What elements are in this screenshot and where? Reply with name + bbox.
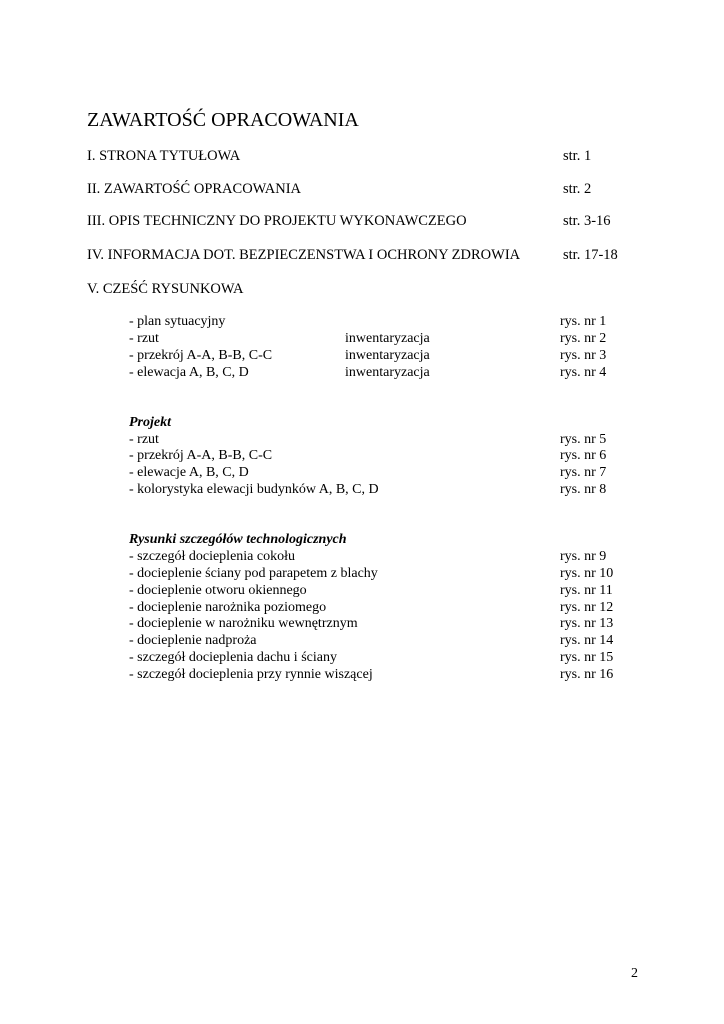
toc-entry-label: V. CZEŚĆ RYSUNKOWA xyxy=(87,281,244,297)
drawing-item-ref: rys. nr 8 xyxy=(560,482,607,497)
drawing-item-ref: rys. nr 6 xyxy=(560,448,607,463)
drawing-item-note: inwentaryzacja xyxy=(345,331,430,346)
drawing-item-ref: rys. nr 16 xyxy=(560,667,614,682)
drawing-item-ref: rys. nr 1 xyxy=(560,314,607,329)
drawing-item-ref: rys. nr 13 xyxy=(560,616,614,631)
drawing-item-label: - elewacje A, B, C, D xyxy=(129,465,249,480)
drawing-item-ref: rys. nr 3 xyxy=(560,348,607,363)
drawing-item-ref: rys. nr 2 xyxy=(560,331,607,346)
drawing-item-label: - rzut xyxy=(129,331,159,346)
drawing-item-label: - szczegół docieplenia cokołu xyxy=(129,549,295,564)
drawing-item-label: - docieplenie narożnika poziomego xyxy=(129,600,327,615)
toc-entry-page: str. 17-18 xyxy=(563,247,618,263)
section-heading: Rysunki szczegółów technologicznych xyxy=(129,532,347,547)
page-title: ZAWARTOŚĆ OPRACOWANIA xyxy=(87,109,359,131)
drawing-item-note: inwentaryzacja xyxy=(345,365,430,380)
drawing-item-ref: rys. nr 5 xyxy=(560,432,607,447)
toc-entry-page: str. 1 xyxy=(563,148,592,164)
toc-entry-label: I. STRONA TYTUŁOWA xyxy=(87,148,241,164)
drawing-item-label: - docieplenie nadproża xyxy=(129,633,257,648)
toc-entry-page: str. 3-16 xyxy=(563,213,611,229)
drawing-item-ref: rys. nr 12 xyxy=(560,600,614,615)
toc-entry-page: str. 2 xyxy=(563,181,592,197)
drawing-item-ref: rys. nr 11 xyxy=(560,583,613,598)
toc-entry-label: II. ZAWARTOŚĆ OPRACOWANIA xyxy=(87,181,301,197)
drawing-item-ref: rys. nr 9 xyxy=(560,549,607,564)
page-number: 2 xyxy=(631,966,638,981)
drawing-item-ref: rys. nr 14 xyxy=(560,633,614,648)
drawing-item-label: - kolorystyka elewacji budynków A, B, C, D xyxy=(129,482,379,497)
drawing-item-label: - docieplenie ściany pod parapetem z blachy xyxy=(129,566,378,581)
drawing-item-label: - docieplenie otworu okiennego xyxy=(129,583,307,598)
drawing-item-ref: rys. nr 15 xyxy=(560,650,614,665)
drawing-item-label: - szczegół docieplenia przy rynnie wiszącej xyxy=(129,667,373,682)
drawing-item-ref: rys. nr 7 xyxy=(560,465,607,480)
drawing-item-ref: rys. nr 10 xyxy=(560,566,614,581)
drawing-item-label: - przekrój A-A, B-B, C-C xyxy=(129,448,273,463)
drawing-item-label: - rzut xyxy=(129,432,159,447)
drawing-item-label: - szczegół docieplenia dachu i ściany xyxy=(129,650,337,665)
drawing-item-label: - przekrój A-A, B-B, C-C xyxy=(129,348,273,363)
toc-entry-label: IV. INFORMACJA DOT. BEZPIECZENSTWA I OCHRONY ZDROWIA xyxy=(87,247,521,263)
drawing-item-label: - plan sytuacyjny xyxy=(129,314,226,329)
toc-entry-label: III. OPIS TECHNICZNY DO PROJEKTU WYKONAWCZEGO xyxy=(87,213,467,229)
section-heading: Projekt xyxy=(129,415,171,430)
drawing-item-label: - docieplenie w narożniku wewnętrznym xyxy=(129,616,358,631)
drawing-item-label: - elewacja A, B, C, D xyxy=(129,365,249,380)
drawing-item-note: inwentaryzacja xyxy=(345,348,430,363)
drawing-item-ref: rys. nr 4 xyxy=(560,365,607,380)
